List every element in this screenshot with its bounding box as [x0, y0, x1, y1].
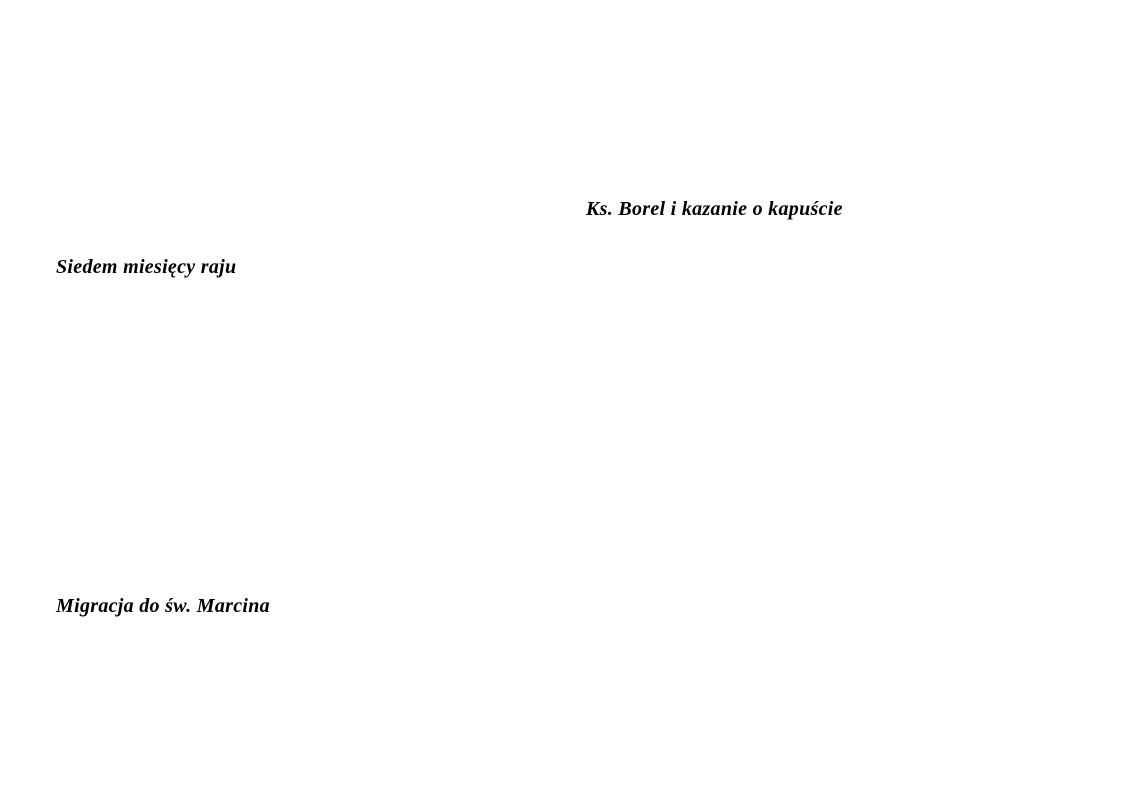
chapter-heading-siedem-miesiecy: Siedem miesięcy raju	[56, 256, 237, 278]
chapter-heading-ks-borel: Ks. Borel i kazanie o kapuście	[586, 198, 843, 220]
chapter-heading-migracja: Migracja do św. Marcina	[56, 595, 270, 617]
